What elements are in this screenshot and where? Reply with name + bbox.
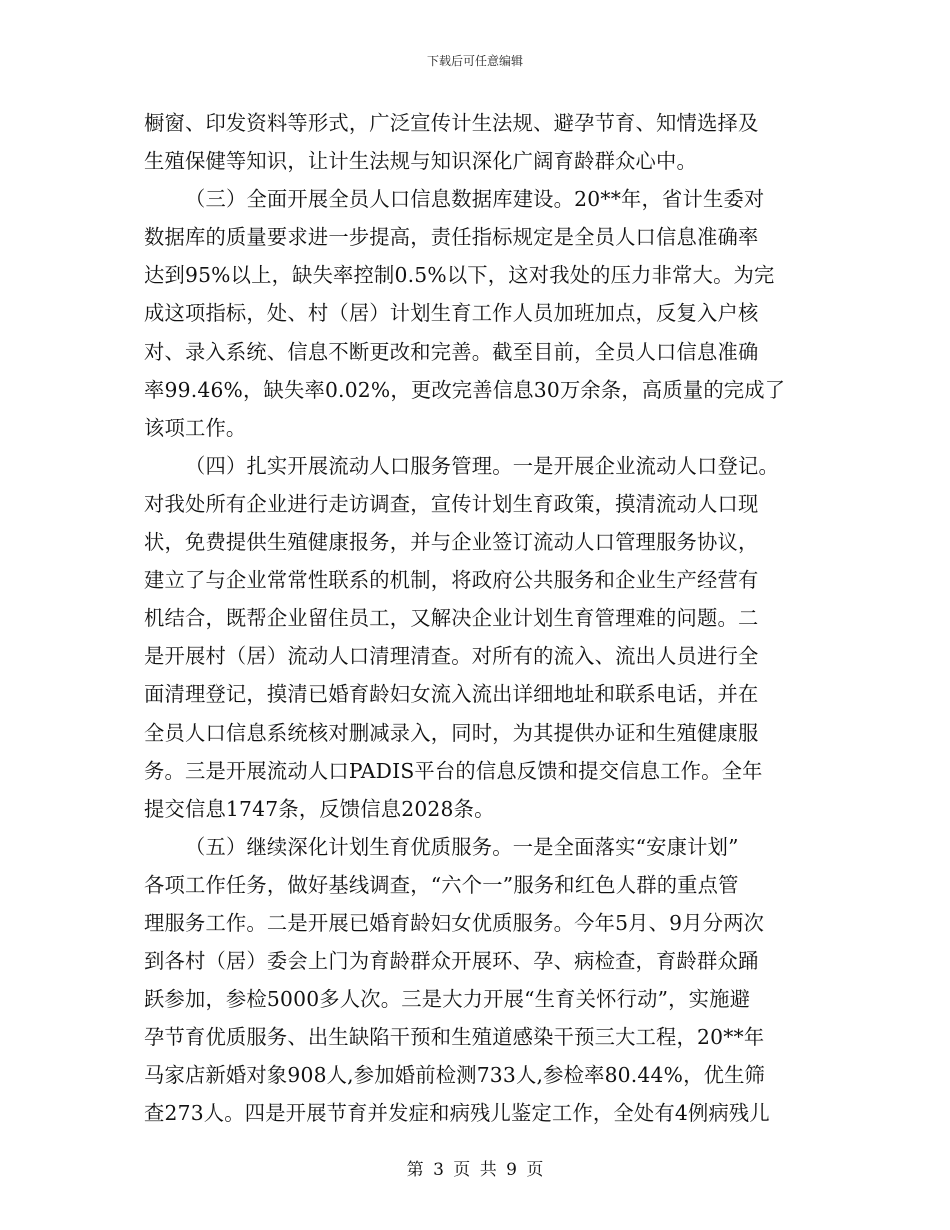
page-number-footer: 第 3 页 共 9 页 <box>406 1160 544 1180</box>
text-line: 机结合，既帮企业留住员工，又解决企业计划生育管理难的问题。二 <box>144 606 759 631</box>
text-line: 橱窗、印发资料等形式，广泛宣传计生法规、避孕节育、知情选择及 <box>144 111 759 135</box>
text-line: 马家店新婚对象908人,参加婚前检测733人,参检率80.44%，优生筛 <box>144 1063 766 1088</box>
text-line: 跃参加，参检5000多人次。三是大力开展“生育关怀行动”，实施避 <box>144 987 751 1012</box>
document-body <box>144 104 816 1133</box>
section-heading-line: （五）继续深化计划生育优质服务。一是全面落实“安康计划” <box>185 834 739 859</box>
text-line: 建立了与企业常常性联系的机制，将政府公共服务和企业生产经营有 <box>144 568 759 593</box>
text-line: 务。三是开展流动人口PADIS平台的信息反馈和提交信息工作。全年 <box>144 758 763 783</box>
text-line: 查273人。四是开展节育并发症和病残儿鉴定工作，全处有4例病残儿 <box>144 1101 770 1126</box>
text-line: 全员人口信息系统核对删减录入，同时，为其提供办证和生殖健康服 <box>144 720 759 745</box>
text-line: 生殖保健等知识，让计生法规与知识深化广阔育龄群众心中。 <box>144 149 697 174</box>
text-line: 到各村（居）委会上门为育龄群众开展环、孕、病检查，育龄群众踊 <box>144 949 759 974</box>
text-line: 对我处所有企业进行走访调查，宣传计划生育政策，摸清流动人口现 <box>144 491 759 516</box>
text-line: 数据库的质量要求进一步提高，责任指标规定是全员人口信息准确率 <box>144 225 759 250</box>
text-line: 状，免费提供生殖健康报务，并与企业签订流动人口管理服务协议， <box>144 530 759 555</box>
text-line: 该项工作。 <box>144 415 247 440</box>
text-line: 是开展村（居）流动人口清理清查。对所有的流入、流出人员进行全 <box>144 644 759 669</box>
page-header: 下载后可任意编辑 <box>426 54 523 68</box>
section-heading-line: （四）扎实开展流动人口服务管理。一是开展企业流动人口登记。 <box>185 453 779 478</box>
text-line: 孕节育优质服务、出生缺陷干预和生殖道感染干预三大工程，20**年 <box>144 1025 765 1050</box>
text-line: 面清理登记，摸清已婚育龄妇女流入流出详细地址和联系电话，并在 <box>144 682 759 707</box>
text-line: 提交信息1747条，反馈信息2028条。 <box>144 796 495 821</box>
text-line: 成这项指标，处、村（居）计划生育工作人员加班加点，反复入户核 <box>144 301 759 326</box>
text-line: 各项工作任务，做好基线调查，“六个一”服务和红色人群的重点管 <box>144 872 739 897</box>
text-line: 理服务工作。二是开展已婚育龄妇女优质服务。今年5月、9月分两次 <box>144 910 765 935</box>
text-line: 率99.46%，缺失率0.02%，更改完善信息30万余条，高质量的完成了 <box>144 377 786 402</box>
text-line: 对、录入系统、信息不断更改和完善。截至目前，全员人口信息准确 <box>144 339 759 364</box>
section-heading-line: （三）全面开展全员人口信息数据库建设。20**年，省计生委对 <box>185 187 765 212</box>
text-line: 达到95%以上，缺失率控制0.5%以下，这对我处的压力非常大。为完 <box>144 263 775 288</box>
